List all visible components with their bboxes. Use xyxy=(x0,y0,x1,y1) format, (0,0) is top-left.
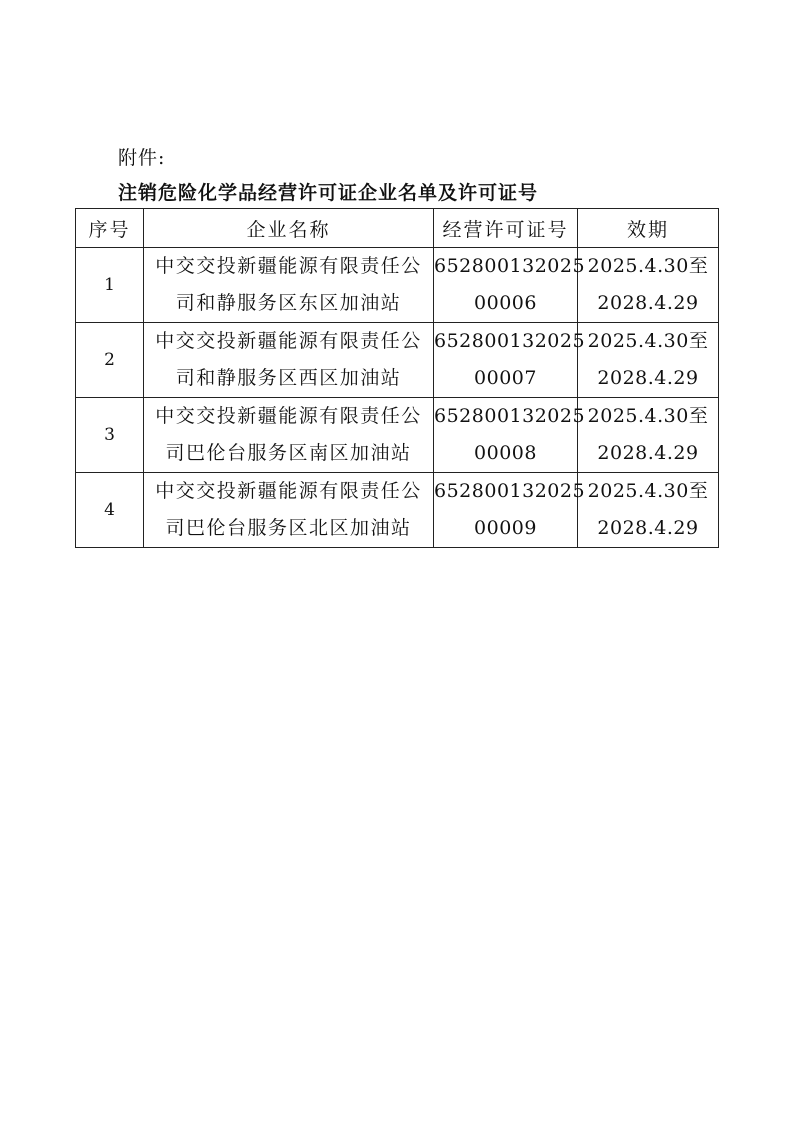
row-seq: 2 xyxy=(76,323,144,398)
row-company-name xyxy=(144,248,434,323)
license-number-line1: 652800132025 xyxy=(434,405,586,427)
table-row xyxy=(76,473,719,548)
row-company-name xyxy=(144,473,434,548)
validity-line2: 2028.4.29 xyxy=(597,292,699,314)
validity-line2: 2028.4.29 xyxy=(597,442,699,464)
row-seq: 4 xyxy=(76,473,144,548)
validity-line1: 2025.4.30至 xyxy=(587,405,709,427)
header-seq: 序号 xyxy=(76,209,144,248)
document-title: 注销危险化学品经营许可证企业名单及许可证号 xyxy=(118,182,539,204)
company-name-line2: 司巴伦台服务区南区加油站 xyxy=(165,442,412,464)
company-name-line2: 司和静服务区西区加油站 xyxy=(175,367,402,389)
header-license-number: 经营许可证号 xyxy=(434,209,578,248)
company-name-line2: 司巴伦台服务区北区加油站 xyxy=(165,517,412,539)
license-number-line1: 652800132025 xyxy=(434,330,586,352)
validity-line1: 2025.4.30至 xyxy=(587,480,709,502)
license-number-line2: 00006 xyxy=(474,292,537,314)
row-company-name xyxy=(144,398,434,473)
table-row xyxy=(76,398,719,473)
row-company-name xyxy=(144,323,434,398)
table-row xyxy=(76,248,719,323)
license-number-line1: 652800132025 xyxy=(434,255,586,277)
company-name-line2: 司和静服务区东区加油站 xyxy=(175,292,402,314)
company-name-line1: 中交交投新疆能源有限责任公 xyxy=(155,480,422,502)
validity-line1: 2025.4.30至 xyxy=(587,330,709,352)
table-row xyxy=(76,323,719,398)
header-validity: 效期 xyxy=(578,209,719,248)
row-validity xyxy=(578,398,719,473)
row-license-number xyxy=(434,473,586,548)
company-name-line1: 中交交投新疆能源有限责任公 xyxy=(155,405,422,427)
license-number-line2: 00009 xyxy=(474,517,537,539)
table-header-row xyxy=(76,209,719,248)
row-validity xyxy=(578,248,719,323)
company-name-line1: 中交交投新疆能源有限责任公 xyxy=(155,330,422,352)
license-number-line2: 00008 xyxy=(474,442,537,464)
row-seq: 1 xyxy=(76,248,144,323)
header-company-name: 企业名称 xyxy=(144,209,434,248)
validity-line2: 2028.4.29 xyxy=(597,517,699,539)
license-number-line2: 00007 xyxy=(474,367,537,389)
validity-line1: 2025.4.30至 xyxy=(587,255,709,277)
license-number-line1: 652800132025 xyxy=(434,480,586,502)
row-validity xyxy=(578,473,719,548)
row-license-number xyxy=(434,323,586,398)
attachment-label: 附件: xyxy=(118,147,166,169)
company-name-line1: 中交交投新疆能源有限责任公 xyxy=(155,255,422,277)
row-license-number xyxy=(434,398,586,473)
row-license-number xyxy=(434,248,586,323)
row-seq: 3 xyxy=(76,398,144,473)
license-table xyxy=(75,208,719,548)
row-validity xyxy=(578,323,719,398)
validity-line2: 2028.4.29 xyxy=(597,367,699,389)
